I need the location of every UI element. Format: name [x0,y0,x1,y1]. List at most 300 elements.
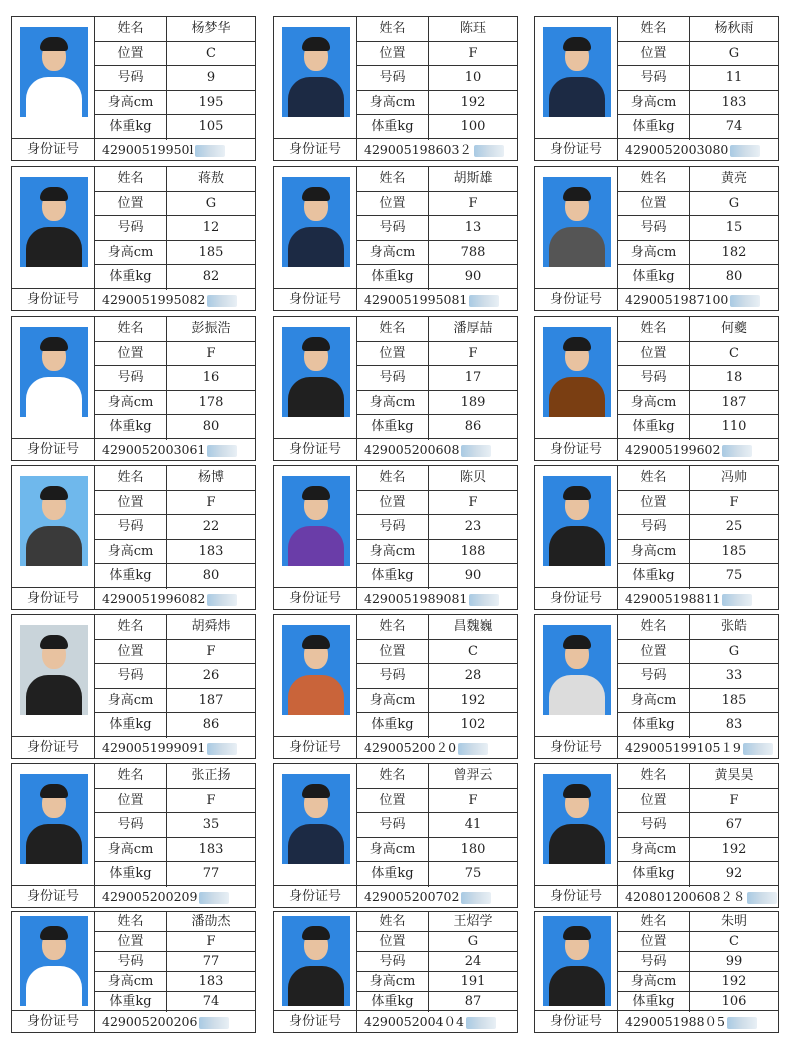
field-label: 身高cm [357,91,429,115]
field-value: 178 [198,394,224,410]
field-row-weight [618,415,778,440]
player-info-table [273,316,518,439]
field-label: 位置 [357,789,429,813]
field-label: 号码 [357,216,429,240]
field-value: 黄昊昊 [714,768,754,783]
photo-shirt [288,966,344,1006]
field-label: 身高cm [357,540,429,564]
photo-hair [302,926,330,940]
field-row-name [618,167,778,192]
photo-cell [274,466,357,587]
id-number [625,289,760,310]
field-row-position [357,192,517,217]
id-row [534,289,779,311]
field-label: 姓名 [618,615,690,639]
field-value: 杨梦华 [191,21,231,36]
field-value: 冯帅 [720,470,747,485]
field-row-height [357,91,517,116]
field-value: 11 [725,70,743,86]
id-number-text: 4290051989081 [364,591,468,606]
field-label: 身高cm [95,972,167,991]
field-row-height [618,540,778,565]
field-label: 姓名 [95,317,167,341]
id-row [11,289,256,311]
field-label: 身高cm [357,972,429,991]
photo-shirt [549,526,605,566]
photo-shirt [288,526,344,566]
field-label: 姓名 [95,764,167,788]
field-label: 号码 [357,664,429,688]
field-row-number [95,813,255,838]
field-row-number [618,664,778,689]
field-value: 23 [464,519,482,535]
field-value: C [729,345,739,361]
id-row [534,737,779,759]
field-label: 体重kg [357,713,429,738]
id-label: 身份证号 [274,886,357,907]
field-label: 姓名 [357,912,429,931]
field-row-number [357,216,517,241]
field-row-position [618,42,778,67]
field-value: F [206,494,216,510]
player-photo [282,327,350,417]
id-number-text: 4290052003080 [625,142,729,157]
field-value: 77 [202,954,220,969]
id-label: 身份证号 [12,588,95,609]
id-label: 身份证号 [274,289,357,310]
field-row-number [357,366,517,391]
player-info-table [11,166,256,289]
field-row-height [618,391,778,416]
id-label: 身份证号 [12,439,95,460]
field-value: 99 [725,954,743,969]
field-row-name [357,17,517,42]
id-number-text: 4290051987100 [625,292,729,307]
field-row-number [95,366,255,391]
field-row-position [357,491,517,516]
field-label: 号码 [95,216,167,240]
id-row [273,737,518,759]
field-row-number [357,664,517,689]
field-row-position [95,342,255,367]
field-label: 体重kg [357,992,429,1012]
redaction-mask [461,892,491,904]
field-row-weight [357,265,517,290]
field-value: 25 [725,519,743,535]
field-label: 号码 [618,216,690,240]
field-row-position [618,640,778,665]
player-photo [20,27,88,117]
field-row-weight [357,415,517,440]
id-number [625,737,773,758]
id-number-text: 429005199602 [625,442,721,457]
field-value: 80 [202,568,220,584]
photo-shirt [549,377,605,417]
field-row-position [618,789,778,814]
id-number [625,139,760,160]
id-number [102,588,237,609]
field-label: 位置 [357,640,429,664]
player-info-table [11,614,256,737]
id-number [364,1011,496,1032]
id-number [102,139,225,160]
player-info-table [534,614,779,737]
player-photo [543,327,611,417]
field-label: 身高cm [618,91,690,115]
field-row-height [95,391,255,416]
field-row-name [618,764,778,789]
field-value: 10 [464,70,482,86]
photo-shirt [549,675,605,715]
field-row-name [95,317,255,342]
photo-cell [12,764,95,885]
field-value: F [206,792,216,808]
field-value: G [205,195,217,211]
field-value: 102 [460,717,486,733]
id-number [625,439,752,460]
field-label: 体重kg [618,713,690,738]
field-label: 位置 [95,640,167,664]
field-label: 位置 [357,491,429,515]
photo-cell [535,167,618,288]
id-label: 身份证号 [12,139,95,160]
field-value: 张正扬 [191,768,231,783]
id-number-text: 429005198811 [625,591,721,606]
field-value: F [206,934,216,949]
field-row-name [357,615,517,640]
player-info-table [273,614,518,737]
field-value: 胡舜炜 [191,619,231,634]
field-value: 陈珏 [459,21,486,36]
id-number [102,886,229,907]
field-row-height [95,241,255,266]
field-value: 9 [206,70,216,86]
field-value: 胡斯雄 [453,171,493,186]
player-photo [20,625,88,715]
redaction-mask [207,743,237,755]
redaction-mask [469,594,499,606]
id-number-text: 4290051995081 [364,292,468,307]
field-label: 位置 [95,491,167,515]
player-info-table [11,763,256,886]
id-number [364,139,504,160]
photo-hair [563,187,591,201]
id-number-text: 429005200702 [364,889,460,904]
field-value: 195 [198,94,224,110]
field-label: 号码 [95,664,167,688]
id-label: 身份证号 [535,439,618,460]
field-label: 体重kg [618,564,690,589]
player-info-table [273,763,518,886]
field-row-position [357,42,517,67]
id-row [534,1011,779,1033]
field-label: 姓名 [618,466,690,490]
field-label: 体重kg [95,415,167,440]
field-row-height [95,972,255,992]
player-info-table [534,763,779,886]
redaction-mask [195,145,225,157]
field-label: 姓名 [95,466,167,490]
field-row-height [357,540,517,565]
id-number-text: 429005200２0 [364,740,457,755]
photo-hair [40,926,68,940]
id-label: 身份证号 [12,737,95,758]
player-photo [282,625,350,715]
field-value: 183 [198,841,224,857]
field-row-weight [95,992,255,1012]
field-value: 100 [460,119,486,135]
field-value: 33 [725,668,743,684]
field-label: 位置 [618,932,690,951]
field-label: 体重kg [95,115,167,140]
player-info-table [273,16,518,139]
field-row-height [357,838,517,863]
photo-hair [302,187,330,201]
redaction-mask [743,743,773,755]
field-row-position [618,342,778,367]
field-label: 身高cm [357,391,429,415]
id-row [11,737,256,759]
field-value: F [729,792,739,808]
redaction-mask [727,1017,757,1029]
field-row-number [95,664,255,689]
field-value: 87 [464,994,482,1009]
field-value: 昌魏巍 [453,619,493,634]
field-value: 187 [721,394,747,410]
field-row-weight [95,115,255,140]
field-value: 110 [721,419,747,435]
field-value: 187 [198,692,224,708]
field-value: 80 [725,269,743,285]
field-row-name [618,615,778,640]
photo-shirt [288,377,344,417]
field-label: 号码 [357,813,429,837]
redaction-mask [207,445,237,457]
field-label: 姓名 [95,167,167,191]
field-label: 位置 [357,342,429,366]
photo-hair [302,337,330,351]
photo-cell [535,17,618,138]
field-value: F [468,345,478,361]
field-value: 92 [725,866,743,882]
id-label: 身份证号 [12,289,95,310]
field-value: 192 [721,841,747,857]
field-label: 号码 [357,66,429,90]
photo-hair [40,486,68,500]
field-value: 105 [198,119,224,135]
field-label: 号码 [618,366,690,390]
player-photo [543,916,611,1006]
field-value: F [468,792,478,808]
field-label: 身高cm [95,540,167,564]
field-label: 号码 [95,366,167,390]
photo-hair [563,635,591,649]
field-label: 身高cm [618,540,690,564]
field-label: 姓名 [357,167,429,191]
field-value: 75 [464,866,482,882]
field-value: G [728,195,740,211]
field-row-name [95,466,255,491]
id-number-text: 42900519950l [102,142,194,157]
field-value: 82 [202,269,220,285]
field-label: 号码 [357,366,429,390]
field-value: 182 [721,244,747,260]
field-row-number [618,216,778,241]
field-value: 12 [202,220,220,236]
player-photo [282,774,350,864]
field-row-height [95,540,255,565]
id-row [273,886,518,908]
photo-shirt [26,377,82,417]
id-label: 身份证号 [12,886,95,907]
photo-hair [302,784,330,798]
id-row [534,139,779,161]
field-value: 185 [721,692,747,708]
field-label: 体重kg [357,564,429,589]
redaction-mask [730,145,760,157]
field-value: 90 [464,269,482,285]
field-row-position [95,491,255,516]
field-value: 41 [464,817,482,833]
field-label: 体重kg [95,713,167,738]
field-row-weight [618,862,778,887]
photo-shirt [26,526,82,566]
id-number [102,439,237,460]
field-row-number [618,813,778,838]
player-photo [282,27,350,117]
id-number [364,588,499,609]
field-row-weight [95,415,255,440]
field-label: 姓名 [357,764,429,788]
field-value: 王炤学 [453,914,493,929]
photo-hair [40,784,68,798]
field-row-name [618,466,778,491]
photo-shirt [26,966,82,1006]
player-photo [20,327,88,417]
field-label: 号码 [618,813,690,837]
field-label: 位置 [95,192,167,216]
player-photo [543,774,611,864]
field-row-name [95,912,255,932]
field-label: 身高cm [618,391,690,415]
photo-cell [535,317,618,438]
field-row-position [95,789,255,814]
field-value: 183 [721,94,747,110]
photo-hair [302,635,330,649]
field-value: F [468,195,478,211]
id-number [364,439,491,460]
player-photo [282,177,350,267]
photo-cell [535,466,618,587]
id-number-text: 429005200608 [364,442,460,457]
field-value: 26 [202,668,220,684]
field-row-number [618,66,778,91]
redaction-mask [747,892,777,904]
field-value: 陈贝 [459,470,486,485]
photo-hair [563,37,591,51]
redaction-mask [469,295,499,307]
id-number-text: 4290051999091 [102,740,206,755]
field-row-number [357,515,517,540]
field-value: 黄亮 [720,171,747,186]
field-row-number [357,813,517,838]
photo-cell [274,317,357,438]
field-row-weight [357,862,517,887]
field-label: 身高cm [95,241,167,265]
field-value: 183 [198,974,224,989]
field-value: 185 [198,244,224,260]
redaction-mask [730,295,760,307]
field-row-height [618,91,778,116]
id-number-text: 429005199105１9 [625,740,741,755]
field-row-position [357,342,517,367]
field-label: 位置 [357,42,429,66]
photo-shirt [549,77,605,117]
id-number [102,289,237,310]
field-label: 姓名 [357,317,429,341]
field-label: 体重kg [618,992,690,1012]
field-value: 13 [464,220,482,236]
id-number [625,588,752,609]
field-value: 192 [460,94,486,110]
id-label: 身份证号 [274,588,357,609]
id-row [534,886,779,908]
field-label: 号码 [357,952,429,971]
field-value: 18 [725,370,743,386]
id-number [625,886,777,907]
field-row-name [357,317,517,342]
id-row [273,588,518,610]
field-value: F [468,494,478,510]
field-row-height [618,838,778,863]
player-info-table [273,465,518,588]
field-label: 体重kg [357,415,429,440]
field-label: 号码 [95,952,167,971]
field-row-height [357,241,517,266]
field-row-name [357,764,517,789]
field-label: 姓名 [95,615,167,639]
photo-shirt [26,227,82,267]
field-label: 位置 [618,42,690,66]
field-label: 身高cm [95,838,167,862]
id-label: 身份证号 [535,588,618,609]
photo-cell [12,317,95,438]
id-number-text: 429005200206 [102,1014,198,1029]
field-row-number [357,952,517,972]
field-value: 106 [721,994,747,1009]
field-row-height [95,91,255,116]
field-row-name [357,167,517,192]
id-number-text: 420801200608２８ [625,889,746,904]
field-label: 体重kg [618,265,690,290]
field-value: C [468,643,478,659]
id-label: 身份证号 [274,737,357,758]
field-label: 位置 [618,789,690,813]
player-photo [282,476,350,566]
photo-shirt [549,966,605,1006]
field-label: 位置 [95,42,167,66]
redaction-mask [461,445,491,457]
field-value: 16 [202,370,220,386]
field-value: 189 [460,394,486,410]
field-label: 姓名 [95,912,167,931]
field-label: 体重kg [618,415,690,440]
field-row-position [95,640,255,665]
field-label: 号码 [618,952,690,971]
field-label: 姓名 [618,167,690,191]
field-value: 朱明 [720,914,747,929]
field-value: 185 [721,543,747,559]
